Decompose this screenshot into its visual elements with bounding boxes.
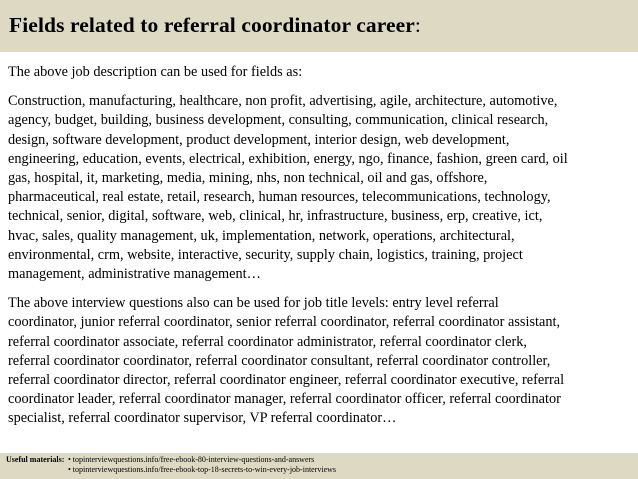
- title-bar: [0, 0, 638, 52]
- job-levels-text: The above interview questions also can be used for job title levels: entry level referral coordinator, junior referral coordinator, senior referral coordinator, referral coordinator assistant, referral coordinator associate, referral coordinator administrator, referral coordinator clerk, referral coordinator coordinator, referral coordinator consultant, referral coordinator controller, referral coordinator director, referral coordinator engineer, referral coordinator executive, referral coordinator leader, referral coordinator manager, referral coordinator officer, referral coordinator specialist, referral coordinator supervisor, VP referral coordinator…: [8, 295, 565, 427]
- page-title: [9, 12, 638, 38]
- footer-label-spacer: [0, 465, 68, 475]
- footer-label: Useful materials:: [6, 455, 65, 464]
- title-colon: :: [414, 13, 421, 37]
- footer-bar: [0, 453, 638, 479]
- fields-list: Construction, manufacturing, healthcare, non profit, advertising, agile, architecture, automotive, agency, budget, building, business development, consulting, communication, clinical research, design, software development, product development, interior design, web development, engineering, education, events, electrical, exhibition, energy, ngo, finance, fashion, green card, oil gas, hospital, it, marketing, media, mining, nhs, non technical, oil and gas, offshore, pharmaceutical, real estate, retail, research, human resources, telecommunications, technology, technical, senior, digital, software, web, clinical, hr, infrastructure, business, erp, creative, ict, hvac, sales, quality management, uk, implementation, network, operations, architectural, environmental, crm, website, interactive, security, supply chain, logistics, training, project management, administrative management…: [8, 93, 568, 283]
- intro-text: The above job description can be used for fields as:: [8, 64, 303, 80]
- footer-link-ebook-18[interactable]: • topinterviewquestions.info/free-ebook-top-18-secrets-to-win-every-job-interviews: [68, 465, 337, 474]
- main-content: [8, 63, 634, 429]
- footer-row-1: [0, 455, 638, 465]
- footer-row-2: [0, 465, 638, 475]
- footer-link-ebook-80[interactable]: • topinterviewquestions.info/free-ebook-80-interview-questions-and-answers: [68, 455, 315, 464]
- title-text: Fields related to referral coordinator career: [9, 13, 415, 37]
